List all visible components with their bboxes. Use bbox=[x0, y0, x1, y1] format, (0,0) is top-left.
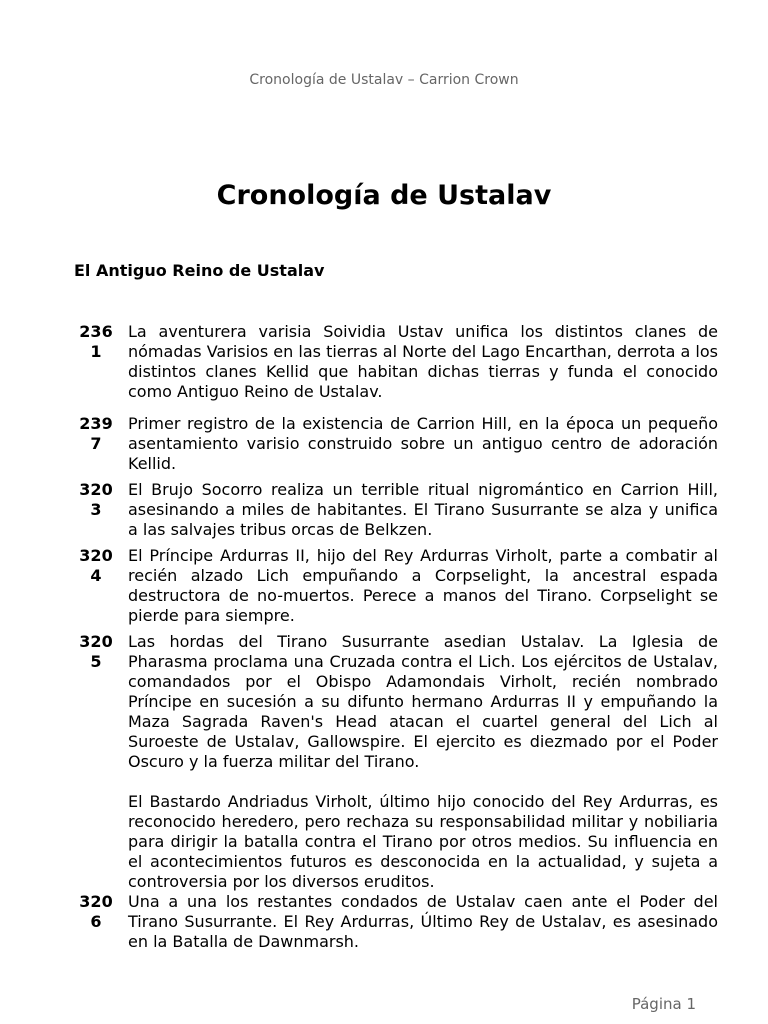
timeline-entry-3205 bbox=[74, 632, 718, 892]
entry-text: Primer registro de la existencia de Carrion Hill, en la época un pequeño asentamiento varisio construido sobre un antiguo centro de adoración Kellid. bbox=[128, 414, 718, 473]
section-heading: El Antiguo Reino de Ustalav bbox=[74, 261, 325, 280]
entry-text: La aventurera varisia Soividia Ustav unifica los distintos clanes de nómadas Varisios en las tierras al Norte del Lago Encarthan, derrota a los distintos clanes Kellid que habitan dichas tierras y funda el conocido como Antiguo Reino de Ustalav. bbox=[128, 322, 718, 401]
entry-year: 2397 bbox=[79, 414, 113, 453]
entry-text: Una a una los restantes condados de Ustalav caen ante el Poder del Tirano Susurrante. El Rey Ardurras, Último Rey de Ustalav, es asesinado en la Batalla de Dawnmarsh. bbox=[128, 892, 718, 951]
timeline-entry-2397 bbox=[74, 414, 718, 474]
entry-year: 3204 bbox=[79, 546, 113, 585]
running-header: Cronología de Ustalav – Carrion Crown bbox=[249, 72, 519, 88]
entry-text: El Príncipe Ardurras II, hijo del Rey Ardurras Virholt, parte a combatir al recién alzado Lich empuñando a Corpselight, la ancestral espada destructora de no-muertos. Perece a manos del Tirano. Corpselight se pierde para siempre. bbox=[128, 546, 718, 625]
entry-year: 3206 bbox=[79, 892, 113, 931]
entry-year: 2361 bbox=[79, 322, 113, 361]
entry-text: El Brujo Socorro realiza un terrible ritual nigromántico en Carrion Hill, asesinando a miles de habitantes. El Tirano Susurrante se alza y unifica a las salvajes tribus orcas de Belkzen. bbox=[128, 480, 718, 539]
timeline-entry-3206 bbox=[74, 892, 718, 952]
timeline-entry-2361 bbox=[74, 322, 718, 402]
entry-year: 3205 bbox=[79, 632, 113, 671]
timeline-entry-3204 bbox=[74, 546, 718, 626]
entry-year: 3203 bbox=[79, 480, 113, 519]
entry-text: Las hordas del Tirano Susurrante asedian Ustalav. La Iglesia de Pharasma proclama una Cruzada contra el Lich. Los ejércitos de Ustalav, comandados por el Obispo Adamondais Virholt, recién nombrado Príncipe en sucesión a su difunto hermano Ardurras II y empuñando la Maza Sagrada Raven's Head atacan el cuartel general del Lich al Suroeste de Ustalav, Gallowspire. El ejercito es diezmado por el Poder Oscuro y la fuerza militar del Tirano. El Bastardo Andriadus Virholt, último hijo conocido del Rey Ardurras, es reconocido heredero, pero rechaza su responsabilidad militar y nobiliaria para dirigir la batalla contra el Tirano por otros medios. Su influencia en el acontecimientos futuros es desconocida en la actualidad, y sujeta a controversia por los diversos eruditos. bbox=[128, 632, 718, 891]
document-title: Cronología de Ustalav bbox=[216, 180, 552, 211]
timeline-entry-3203 bbox=[74, 480, 718, 540]
page-number: Página 1 bbox=[631, 995, 696, 1013]
